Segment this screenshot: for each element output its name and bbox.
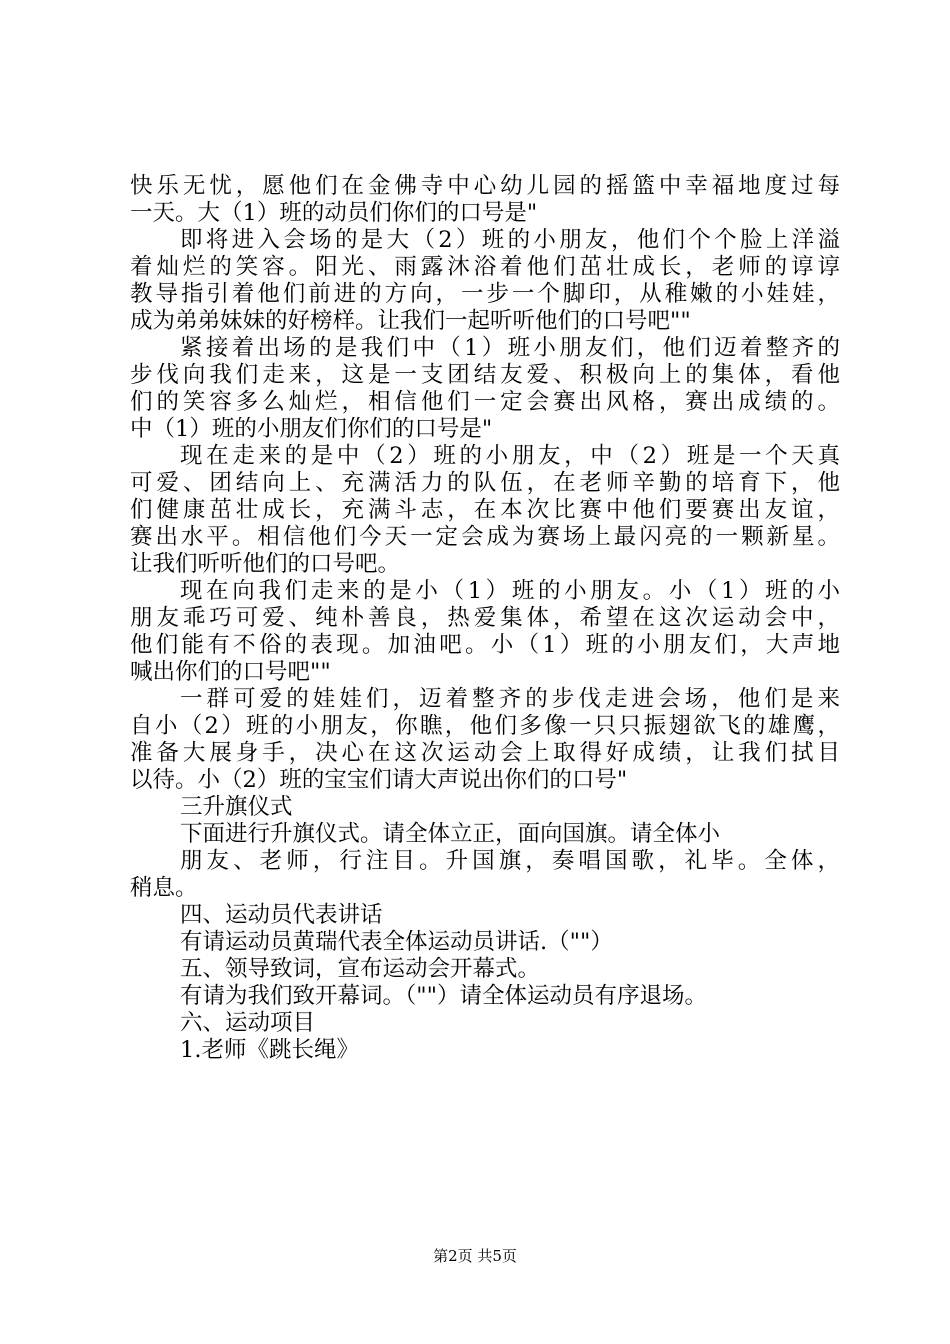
page-number-label: 第2页 共5页 bbox=[433, 1247, 517, 1265]
text-line: 六、运动项目 bbox=[180, 1010, 316, 1036]
text-line: 以待。小（2）班的宝宝们请大声说出你们的口号" bbox=[130, 767, 628, 793]
text-line: 们的笑容多么灿烂，相信他们一定会赛出风格，赛出成绩的。 bbox=[130, 389, 840, 415]
text-line: 一群可爱的娃娃们，迈着整齐的步伐走进会场，他们是来 bbox=[180, 686, 840, 712]
text-line: 紧接着出场的是我们中（1）班小朋友们，他们迈着整齐的 bbox=[180, 335, 840, 361]
text-line: 步伐向我们走来，这是一支团结友爱、积极向上的集体，看他 bbox=[130, 362, 840, 388]
text-line: 朋友乖巧可爱、纯朴善良，热爱集体，希望在这次运动会中， bbox=[130, 605, 840, 631]
text-line: 三升旗仪式 bbox=[180, 794, 293, 820]
text-line: 一天。大（1）班的动员们你们的口号是" bbox=[130, 200, 538, 226]
text-line: 喊出你们的口号吧"" bbox=[130, 659, 331, 685]
text-line: 朋友、老师，行注目。升国旗，奏唱国歌，礼毕。全体， bbox=[180, 848, 840, 874]
text-line: 着灿烂的笑容。阳光、雨露沐浴着他们茁壮成长，老师的谆谆 bbox=[130, 254, 840, 280]
text-line: 有请为我们致开幕词。（""）请全体运动员有序退场。 bbox=[180, 983, 707, 1009]
text-line: 四、运动员代表讲话 bbox=[180, 902, 383, 928]
page-footer bbox=[0, 1246, 950, 1266]
text-line: 成为弟弟妹妹的好榜样。让我们一起听听他们的口号吧"" bbox=[130, 308, 691, 334]
text-line: 他们能有不俗的表现。加油吧。小（1）班的小朋友们，大声地 bbox=[130, 632, 840, 658]
text-line: 快乐无忧，愿他们在金佛寺中心幼儿园的摇篮中幸福地度过每 bbox=[130, 173, 840, 199]
text-line: 让我们听听他们的口号吧。 bbox=[130, 551, 401, 577]
text-line: 赛出水平。相信他们今天一定会成为赛场上最闪亮的一颗新星。 bbox=[130, 524, 840, 550]
text-line: 教导指引着他们前进的方向，一步一个脚印，从稚嫩的小娃娃， bbox=[130, 281, 840, 307]
text-line: 们健康茁壮成长，充满斗志，在本次比赛中他们要赛出友谊， bbox=[130, 497, 840, 523]
text-line: 自小（2）班的小朋友，你瞧，他们多像一只只振翅欲飞的雄鹰， bbox=[130, 713, 840, 739]
text-line: 现在向我们走来的是小（1）班的小朋友。小（1）班的小 bbox=[180, 578, 840, 604]
text-line: 可爱、团结向上、充满活力的队伍，在老师辛勤的培育下，他 bbox=[130, 470, 840, 496]
text-line: 下面进行升旗仪式。请全体立正，面向国旗。请全体小 bbox=[180, 821, 721, 847]
text-line: 稍息。 bbox=[130, 875, 198, 901]
text-line: 有请运动员黄瑞代表全体运动员讲话.（""） bbox=[180, 929, 613, 955]
text-line: 中（1）班的小朋友们你们的口号是" bbox=[130, 416, 493, 442]
text-line: 现在走来的是中（2）班的小朋友，中（2）班是一个天真 bbox=[180, 443, 840, 469]
document-body bbox=[130, 173, 840, 1064]
text-line: 1.老师《跳长绳》 bbox=[180, 1037, 359, 1063]
text-line: 即将进入会场的是大（2）班的小朋友，他们个个脸上洋溢 bbox=[180, 227, 840, 253]
text-line: 五、领导致词，宣布运动会开幕式。 bbox=[180, 956, 541, 982]
text-line: 准备大展身手，决心在这次运动会上取得好成绩，让我们拭目 bbox=[130, 740, 840, 766]
